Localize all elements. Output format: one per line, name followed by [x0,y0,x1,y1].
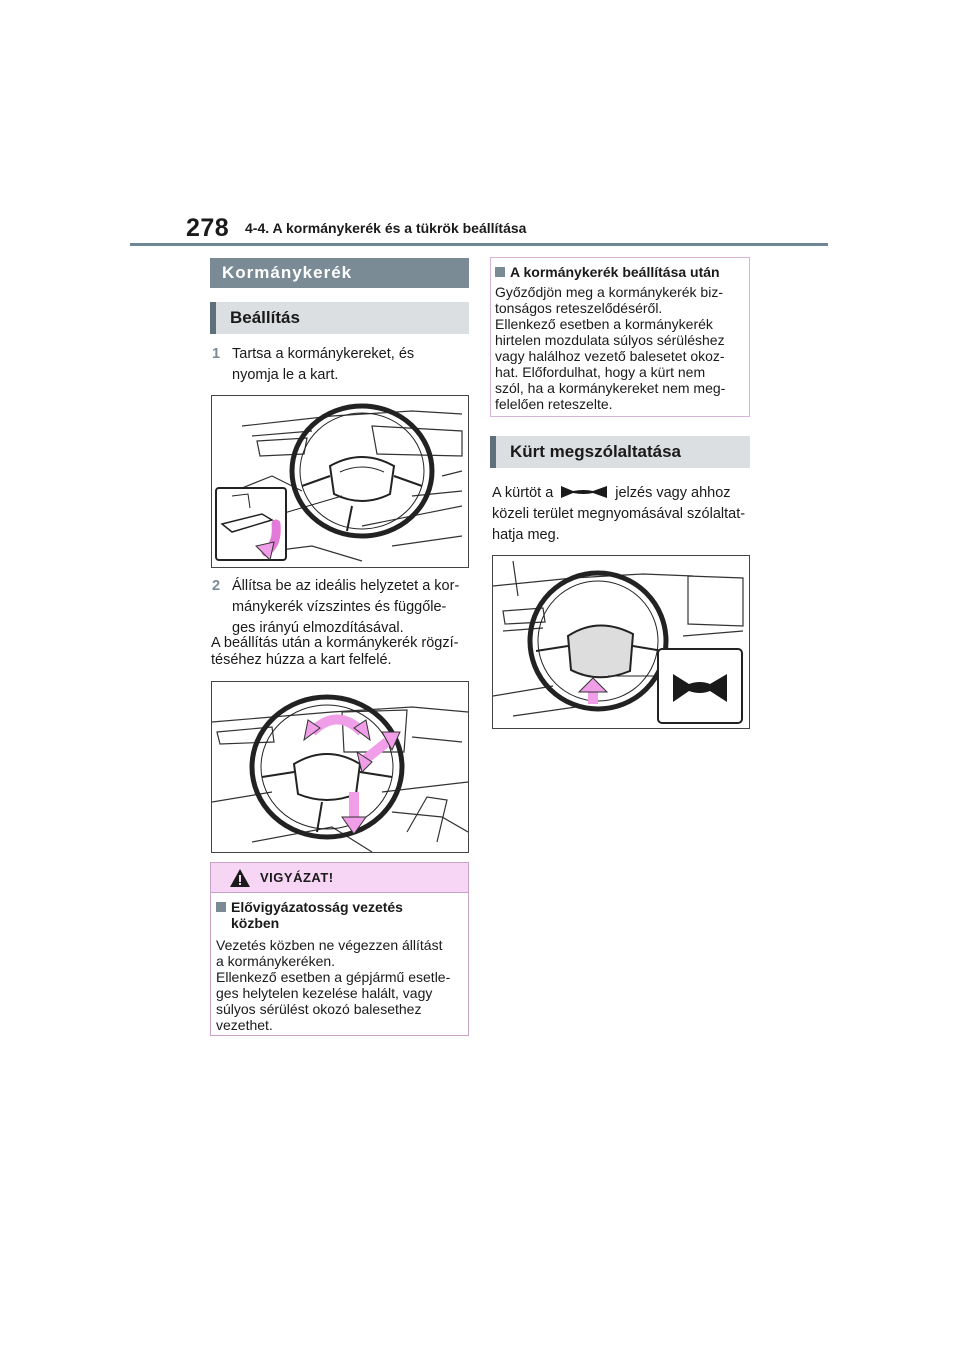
note-text-line: hat. Előfordulhat, hogy a kürt nem [495,364,706,380]
horn-pad [568,625,633,677]
horn-instruction-line-3: hatja meg. [492,527,560,543]
note-text-line: szól, ha a kormánykereket nem meg- [495,380,726,396]
caution-text-line: vezethet. [216,1017,273,1033]
step-1-line-2: nyomja le a kart. [232,367,339,383]
note-text-line: Ellenkező esetben a kormánykerék [495,316,713,332]
lever-release-illustration [212,396,468,567]
caution-title-line-2: közben [231,915,280,931]
caution-text-line: Ellenkező esetben a gépjármű esetle- [216,969,451,985]
horn-illustration [493,556,749,728]
note-text-line: Győződjön meg a kormánykerék biz- [495,284,723,300]
step-1 [212,344,467,386]
note-text-line: tonságos reteszelődéséről. [495,300,663,316]
note-box [490,257,750,417]
note-title [495,264,743,280]
caution-text-line: a kormánykeréken. [216,953,336,969]
step-1-number: 1 [212,346,221,362]
horn-icon [559,485,609,499]
caution-header [211,863,468,893]
note-text-line: hirtelen mozdulata súlyos sérüléshez [495,332,725,348]
wheel-adjust-illustration [212,682,468,852]
caution-text [216,937,462,1033]
bullet-square-icon [216,902,226,912]
step-2-line-2: mánykerék vízszintes és függőle- [232,599,447,615]
lock-instruction-line-1: A beállítás után a kormánykerék rögzí- [211,635,459,651]
chapter-title: 4-4. A kormánykerék és a tükrök beállítása [245,220,527,236]
horn-instruction [492,483,750,546]
note-text [495,284,743,412]
horn-text-after: jelzés vagy ahhoz [615,485,731,501]
horn-instruction-line-2: közeli terület megnyomásával szólaltat- [492,506,746,522]
caution-body [211,893,468,1033]
header-rule [130,243,828,246]
caution-text-line: Vezetés közben ne végezzen állítást [216,937,443,953]
caution-text-line: súlyos sérülést okozó balesethez [216,1001,422,1017]
horn-instruction-line-1 [492,483,750,504]
warning-triangle-icon [229,868,251,888]
step-2-number: 2 [212,578,221,594]
caution-label: VIGYÁZAT! [260,870,334,885]
note-title-text: A kormánykerék beállítása után [510,264,720,280]
caution-box [210,862,469,1036]
step-1-line-1: Tartsa a kormánykereket, és [232,346,415,362]
page-number: 278 [186,214,230,242]
bullet-square-icon [495,267,505,277]
horn-text-before: A kürtöt a [492,485,554,501]
figure-horn [492,555,750,729]
note-text-line: felelően reteszelte. [495,396,613,412]
caution-text-line: ges helytelen kezelése halált, vagy [216,985,433,1001]
step-2-line-3: ges irányú elmozdításával. [232,620,404,636]
caution-title [216,899,462,931]
section-title: Kormánykerék [210,258,469,288]
lock-instruction-line-2: téséhez húzza a kart felfelé. [211,652,392,668]
tilt-arrow [312,720,362,733]
figure-lever-release [211,395,469,568]
figure-wheel-adjust [211,681,469,853]
lock-instruction [211,635,469,669]
note-text-line: vagy halálhoz vezető balesetet okoz- [495,348,725,364]
step-2 [212,576,467,639]
subsection-title-horn: Kürt megszólaltatása [490,436,750,468]
step-2-line-1: Állítsa be az ideális helyzetet a kor- [232,578,460,594]
caution-title-line-1: Elővigyázatosság vezetés [231,899,403,915]
subsection-title-adjust: Beállítás [210,302,469,334]
